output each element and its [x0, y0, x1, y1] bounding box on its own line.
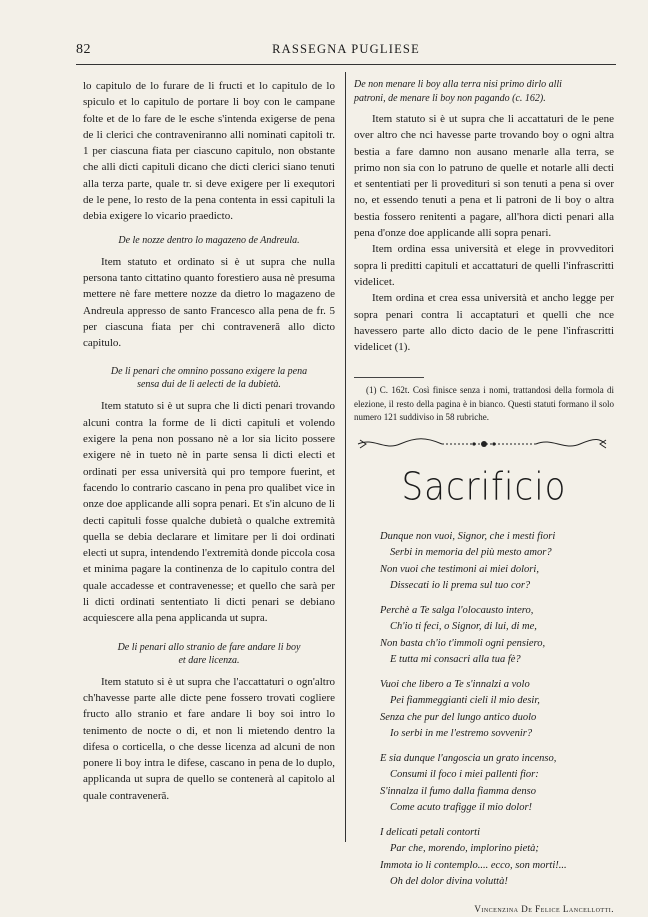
poem-line: Io serbi in me l'estremo sovvenir?	[390, 728, 533, 740]
poem-line: Ch'io ti feci, o Signor, di lui, di me,	[390, 621, 537, 633]
poem-line: Oh del dolor divina voluttà!	[390, 876, 508, 888]
paragraph: Item ordina essa università et elege in provveditori sopra li preditti capituli et accattaturi de quelli l'infrascritti videlicet.	[354, 243, 614, 288]
footnote-text: (1) C. 162t. Così finisce senza i nomi, trattandosi della formola di elezione, il resto della pagina è in bianco. Questi statuti formano il solo numero 121 suddiviso in 58 rubriche.	[354, 385, 614, 423]
poem-author: Vincenzina De Felice Lancellotti.	[474, 903, 614, 914]
paragraph: Item statuto si è ut supra che li dicti penari trovando alcuni contra la forme de li dicti capituli et volendo exigere la pena non possano nè a lor sia licito possere exigere nè in tueto nè in parte sensa li dicti electi et ordinati per essa università qui pro tempore fuerint, et facendo lo contrario cascano in pena pro qualibet vice in onze doe applicande alli sopra penari. Et s'in alcuno de li decti capituli fosse qualche dubietà o qualche extremità quella se debia declarare et limitare per li doi ordinati electi ut supra, intendendo l'extremità donde piccola cosa et minima pagare la continenza de lo capitulo contra del quale accadesse et contravenesse; et quello che sarà per li dicti ordinati sententiato li dicti penari se debiano acquiescere alla pena applicanda ut supra.	[83, 400, 335, 625]
poem-line: Come acuto trafigge il mio dolor!	[390, 802, 533, 814]
poem-line: Pei fiammeggianti cieli il mio desir,	[390, 695, 540, 707]
poem	[380, 529, 614, 891]
poem-line: Par che, morendo, implorino pietà;	[390, 843, 539, 855]
poem-line: Non basta ch'io t'immoli ogni pensiero,	[380, 637, 546, 649]
poem-title: Sacrificio	[401, 464, 567, 510]
ornament-flourish-icon	[354, 435, 614, 453]
poem-line: Dunque non vuoi, Signor, che i mesti fiori	[380, 530, 556, 542]
rubric-line: patroni, de menare li boy non pagando (c. 162).	[354, 93, 546, 104]
paragraph: Item ordina et crea essa università et ancho legge per sopra penari contra li accaptaturi et quelli che nce havessero parte allo dicto dacio de le pene l'infrascritti videlicet (1).	[354, 292, 614, 354]
right-column	[354, 78, 614, 917]
paragraph: lo capitulo de lo furare de li fructi et lo capitulo de lo spiculo et lo capitulo de portare li boy con le campane folte et de lo fare de le esche s'intenda exigerse de pena de li clerici che contraveniranno alli nominati capitoli tr. 1 per ciascuna fiata per ciascuno capitulo, non obstante che alli dicti capituli dicano che dicti clerici siano tenuti alla terza parte, quale tr. si deve exigere per li exequtori de le pene, lo resto de la pena contenta in essi capituli la debia exigere lo vicario praedicto.	[83, 80, 335, 223]
poem-stanza	[380, 529, 614, 595]
paragraph: Item statuto si è ut supra che l'accattaturi o ogn'altro ch'havesse parte alle dicte pene fossero trovati cogliere fructo allo stranio et fare andare li boy soi intro lo tenimento de nocte o di, et non li mietendo dentro la difesa o corticella, o che desse licenza ad alcuni de non ponere li boy intra le difese, cascano in pena de lo duplo, applicanda ut supra de quello se contenerà al capitolo al quale contraveneră.	[83, 675, 335, 802]
rubric-heading	[83, 234, 335, 247]
rubric-line: De le nozze dentro lo magazeno de Andreula.	[118, 234, 300, 246]
poem-line: Consumi il foco i miei pallenti fior:	[390, 769, 539, 781]
rubric-line: sensa dui de li aelecti de la dubietà.	[137, 379, 281, 391]
poem-line: Immota io li contemplo.... ecco, son morti!...	[380, 859, 567, 871]
poem-line: Senza che pur del lungo antico duolo	[380, 711, 537, 723]
rubric-heading	[83, 365, 335, 391]
rubric-line: De li penari allo stranio de fare andare li boy	[117, 641, 301, 653]
footnote	[354, 384, 614, 425]
page-number: 82	[76, 42, 91, 57]
footnote-rule	[354, 377, 424, 378]
rubric-line: De non menare li boy alla terra nisi primo dirlo alli	[354, 79, 562, 90]
poem-line: I delicati petali contorti	[380, 826, 481, 838]
poem-stanza	[380, 603, 614, 669]
poem-line: Serbi in memoria del più mesto amor?	[390, 547, 552, 559]
poem-line: Dissecati io li prema sul tuo cor?	[390, 580, 531, 592]
poem-line: E tutta mi consacri alla tua fè?	[390, 654, 521, 666]
header-rule	[76, 64, 616, 65]
poem-stanza	[380, 751, 614, 817]
poem-stanza	[380, 825, 614, 891]
poem-line: Vuoi che libero a Te s'innalzi a volo	[380, 678, 530, 690]
running-title: RASSEGNA PUGLIESE	[272, 42, 420, 56]
rubric-line: De li penari che omnino possano exigere la pena	[110, 366, 308, 378]
poem-line: S'innalza il fumo dalla fiamma denso	[380, 785, 536, 797]
paragraph: Item statuto si è ut supra che li accattaturi de le pene over altro che nci havesse parte trovando boy o ogni altra bestia a fare damno non ausano menarle alla terra, se primo non sia con lo patruno de quelle et notarle alli decti et sententiati per li provedituri si son tenuti a pena si over no, et essendo tenuti a pena et li patroni de li boy o altra bestia fossero renitenti a pagare, all'hora dicti penari alla pena d'onze doe applicande alli sopra penari.	[354, 113, 614, 240]
ornament-divider	[354, 435, 614, 453]
left-column	[83, 78, 335, 804]
poem-stanza	[380, 677, 614, 743]
rubric-line: et dare licenza.	[178, 654, 240, 666]
rubric-heading	[354, 78, 614, 106]
column-divider	[345, 72, 346, 842]
rubric-heading	[83, 641, 335, 667]
poem-line: Non vuoi che testimoni ai miei dolori,	[380, 563, 539, 575]
poem-line: Perchè a Te salga l'olocausto intero,	[380, 604, 534, 616]
paragraph: Item statuto et ordinato si è ut supra che nulla persona tanto cittatino quanto forestiero ausa nè presuma mettere nè fare mettere nozze da dietro lo magazeno de Andreula appresso de santo Francesco alla pena de fr. 5 per ciascuna fiata per chi contraveneră allo dicto capitulo.	[83, 255, 335, 350]
poem-line: E sia dunque l'angoscia un grato incenso,	[380, 752, 557, 764]
